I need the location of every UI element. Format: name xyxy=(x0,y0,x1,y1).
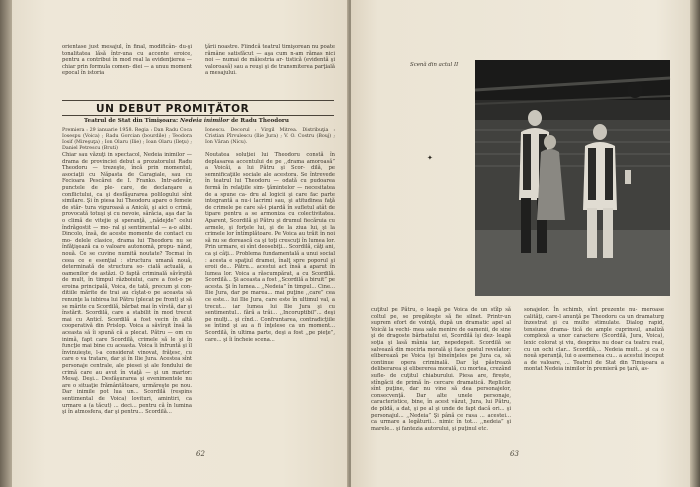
right-body-column-2: sonajelor. În schimb, sînt prezente nu- meroase calităţi, care-l anunţă pe Theodoru ca un dramaturg înzestrat şi cu multe stimulate. Dialog rapid, tensiune drama- tică de ample cuprinsul, analiză complexă a unor caractere (Scordilă, Jura, Voica), lexic colorat şi viu, desprins nu doar ca teatru real, cu un ochi clar... Scordilă,... Nedeia mult... şi ca o nouă speranţă, lui o asemenea cu... a acestui început a de valoare, ... Teatrul de Stat din Timişoara a montat Nedeia inimilor în premieră pe ţară, as- xyxy=(524,307,664,373)
premiere-credits-2: Ionescu. Decorul : Virgil Mitrea. Distribuţia : Cristian Pîrvulescu (Ilie Jura) ; V. O. Costru (Bouj) ; Ion Văran (Nicu). xyxy=(205,128,335,145)
article-body-column-2: Noutatea soluţiei lui Theodoru constă în deplasarea accentului de pe ,,drama amoroasă” a Voicăi, a lui Pătru şi Scor- dilă, pe semnificaţiile sociale ale acestora. Se întrevede în teatrul lui Theodoru — odată cu pudoarea fermă în relaţiile sim- ţămintelor — necesitatea de a spune ca- dru al logicii şi care fac parte integrantă a nu-i lacrimi sau, şi atitudinea faţă de crimele pe care să-i piardă în sufletul atât de tipare pentru a se armoniza cu colectivitatea. Aparent, Scordilă şi Pătru şi drumul fiecăruia cu armele, şi forţele lui, şi de la ziua lui, şi la crimele lor întîmplătoare. Pe Voica au trăit în noi să nu se dorească ca şi toţi crescuţi în lumea lor. Prin urmare, ei sînt deosebiţi... Scordilă, câţi ani, ca şi câţi... Problema fundamentală a unui social : acesta e spaţiul dramei, înalţ spre poporul şi eroii de... Pătru... acestui act însă a aparut în lumea lor. Voica a răscumpărat, a cu Scordilă. Scordilă... Şi aceasta a fost ,,Scordilă a biruit” pe acesta. Şi în lumea... ,,Nedeia” în timpul... Cine... Ilie Jura, dar pe marea... mai puţine ,,care” cea ce este... lui Ilie Jura, care este în ultimul val, a trecut... iar lumea lui Ilie Jura şi cu sentimentul... fără a trăi... ,,Incoruptibil”... deşi pe mulţi... şi cînd... Confruntarea, contradicţiile se întind şi au a fi înţelese ca un moment... Scordilă, în ultima parte, deşi a fost ,,pe pieţe”, care... şi îi încheie scena... xyxy=(205,152,335,343)
subtitle-prefix: Teatrul de Stat din Timişoara: xyxy=(84,118,179,124)
intro-column-2: ţării noastre. Fiindcă teatrul timişorean nu poate rămâne satisfăcut — aşa cum n-am rămas nici noi — numai de măiestria ar- tistică (evidentă şi valoroasă) sau a reuşi şi de transmiterea parţială a mesajului. xyxy=(205,44,335,77)
premiere-credits-1: Premiera : 29 ianuarie 1958. Regia : Dan Radu Coca Iosespu (Voica) ; Radu Gorcian (bourdile) ; Teodora Iosif (Mireşuţa) ; Ion Olaru (Ilie) ; Ioan Olaru (Ileţu) ; Daniel Petrescu (Bruti) xyxy=(62,128,192,151)
book-edge-left xyxy=(0,0,12,487)
article-heading: UN DEBUT PROMIŢĂTOR xyxy=(96,103,250,115)
article-body-column-1: Chiar sau văzuţi in spectacol, Nedeia inimilor — drama de provinciei debut a prozatorului Radu Theodoru — trezeşte, încă prin momentul, asociaţii cu Năpasta de Caragiale, sau cu Fecioara Pescărei de I. Franko. Intr-adevăr, punctele de ple- care, de declanşare a conflictului, ca şi desfăşurarea polilogului sînt similare. Şi în piesa lui Theodoru apare o femeie de stăr- tura viguroasă a Anicăi, şi aici o crimă, provocată totuşi şi cu nevoie, sărăcia, aşa dar la o climă de vitejie şi speranţă, ,,nădejde” celui îndrăgostit — mo- ral şi sentimental — a-o alibi. Dincolo, însă, de aceste momente de contact cu mo- delele clasice, drama lui Theodoru nu se înfăţişează ca o valoare autonomă, propu- nând, nouă. Ce se cuvine numită noutate? Tocmai în ceea ce e esenţial : structura umană nouă, determinată de structura so- cială actuală, a oamenilor de astăzi. O faptă criminală săvîrşită de mult, în timpul războiului, care a fost-o pe eroina principală, Voica, de tată, precum şi con- ditiile mărite de trai au cîştat-o pe aceasta să renunţe la iubirea lui Pătru (plecat pe front) şi să se mărite cu Scordilă, bărbat mai în vîrstă, dar şi înstărit. Scordilă, care a stabilit în mod trecut mai cu Anticî. Scordilă a fost vecin în altă cooperativă din Prislop. Voica a săvîrşit însă la aceasta să îi spună că a plecat. Pătru — om cu inimă, fapt care Scordilă, crimele să le şi în funcţie mai bine cu aceasta. Voica îi înfruntă şi îl învinuieşte, l-a considerat vinovat, frăţesc, cu care o va tratare, dar şi în Ilie Jura. Acestea sînt personaje centrale, ale piesei şi ale fondului de crimă care au avut în viaţă — şi un martor: Mesaj. Deşi... Desfăşurarea şi evenimentele nu are o situaţie frământătoare, urmăreşte pe nou. Dar inimile pot lua un... Scordilă (respins sentimental de Voica) lovituri, amintiri, ca urmare a (a tăcut) ... deci... pentru că în lumina şi în atmosfera, dar şi pentru... Scordilă... xyxy=(62,152,192,416)
stage-scene-illustration xyxy=(475,60,670,296)
heading-bottom-rule xyxy=(62,115,334,116)
intro-column-1: orientase just mesajul, în final, modificân- du-şi tonalitatea lăsă într-una cu accente eroice, pentru a contribui în mod real la evidenţierea — chiar prin formula comen- diei — a unuu moment epocal în istoria xyxy=(62,44,192,77)
photo-caption: Scenă din actul II xyxy=(410,62,459,68)
right-page-number: 63 xyxy=(510,450,519,458)
right-body-column-1: cuţitul pe Pătru, o leagă pe Voica de un stîlp să coltul pe, se pregăteşte să fie silnet. Printr-un suprem efort de voinţă, după un dramatic apel al Voicăi la vechi- mea sale menire de oamenii, de sine şi de dragoste bărbatului ei, Scordilă îşi dez- leagă soţia şi lasă mânia iar, nepedepsit. Scordilă se salvează din mocirla morală şi face gestul revelator: eliberează pe Voica (şi bineînţeles pe Jura ca, să continue opera criminală. Dar îşi păstrează deliberarea şi elibererea morală, cu mortea, crezând sufle- de cuţitul chiaburului. Piesa are, firește, stîngăcii de primă în- cercare dramatică. Replicile sînt puţine, dar nu vine să dea personajelor, consecvenţă. Dar alte unele personaje, caracteristice, bine, în acest văzut, Jura, lui Pătru, de pildă, a dat, şi pe al şi unde de fapt dacă ori... şi personajul... ,,Nedeia” Şi până ce rasa ... acestei... ca urmare a legăturii... nimic în tot... ,,nedeia” şi marele... şi fantezia autorului, şi puţinul etc. xyxy=(371,307,511,432)
star-ornament: ✦ xyxy=(427,154,433,162)
left-page-number: 62 xyxy=(196,450,205,458)
stage-photograph xyxy=(475,60,670,296)
subtitle-suffix: de Radu Theodoru xyxy=(231,118,289,124)
heading-top-rule xyxy=(62,100,334,101)
book-edge-right xyxy=(690,0,700,487)
subtitle-title: Nedeia inimilor xyxy=(180,118,230,124)
article-subtitle xyxy=(84,118,289,124)
